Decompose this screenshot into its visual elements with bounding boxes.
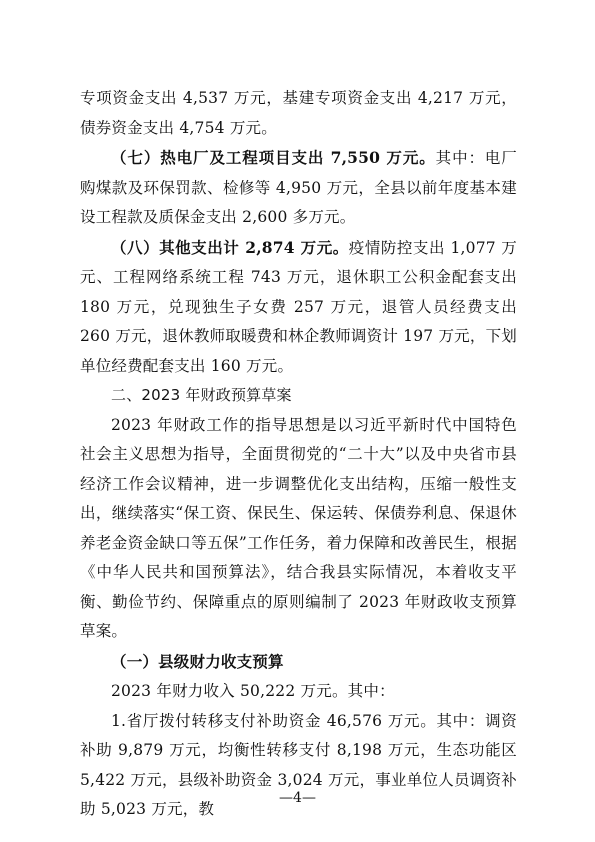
paragraph-power-plant bbox=[80, 143, 517, 233]
paragraph-capital-expenditure bbox=[80, 84, 517, 143]
section-heading-2023-budget: 二、2023 年财政预算草案 bbox=[111, 386, 292, 404]
paragraph-text: 1.省厅拨付转移支付补助资金 46,576 万元。其中：调资补助 9,879 万元，均衡性转移支付 8,198 万元，生态功能区 5,422 万元，县级补助资金 3,024 万元，事业单位人员调资补助 5,023 万元，教 bbox=[80, 711, 517, 818]
paragraph-other-expenditure bbox=[80, 233, 517, 382]
paragraph-lead: （七）热电厂及工程项目支出 7,550 万元。 bbox=[111, 148, 436, 167]
paragraph-lead: （八）其他支出计 2,874 万元。 bbox=[111, 237, 349, 257]
paragraph-text: 2023 年财政工作的指导思想是以习近平新时代中国特色社会主义思想为指导，全面贯彻党的“二十大”以及中央省市县经济工作会议精神，进一步调整优化支出结构，压缩一般性支出，继续落实“保工资、保民生、保运转、保债券利息、保退休养老金资金缺口等五保”工作任务，着力保障和改善民生，根据《中华人民共和国预算法》，结合我县实际情况，本着收支平衡、勤俭节约、保障重点的原则编制了 2023 年财政收支预算草案。 bbox=[80, 415, 517, 640]
page-number: —4— bbox=[279, 790, 316, 806]
paragraph-text: 专项资金支出 4,537 万元，基建专项资金支出 4,217 万元，债券资金支出 4,754 万元。 bbox=[80, 89, 517, 137]
paragraph-lead: （一）县级财力收支预算 bbox=[111, 651, 284, 671]
paragraph-transfer-payments bbox=[80, 707, 517, 825]
paragraph-revenue-total bbox=[80, 677, 517, 707]
document-body bbox=[80, 84, 517, 825]
paragraph-guiding-principle bbox=[80, 411, 517, 647]
paragraph-text: 2023 年财力收入 50,222 万元。其中： bbox=[111, 682, 395, 700]
subsection-heading-county-budget bbox=[80, 647, 517, 678]
paragraph-text: 其中：电厂购煤款及环保罚款、检修等 4,950 万元，全县以前年度基本建设工程款及质保金支出 2,600 多万元。 bbox=[80, 149, 517, 226]
paragraph-text: 疫情防控支出 1,077 万元、工程网络系统工程 743 万元，退休职工公积金配套支出 180 万元，兑现独生子女费 257 万元，退管人员经费支出 260 万元，退休教师取暖费和林企教师调资计 197 万元，下划单位经费配套支出 160 万元。 bbox=[80, 238, 518, 375]
